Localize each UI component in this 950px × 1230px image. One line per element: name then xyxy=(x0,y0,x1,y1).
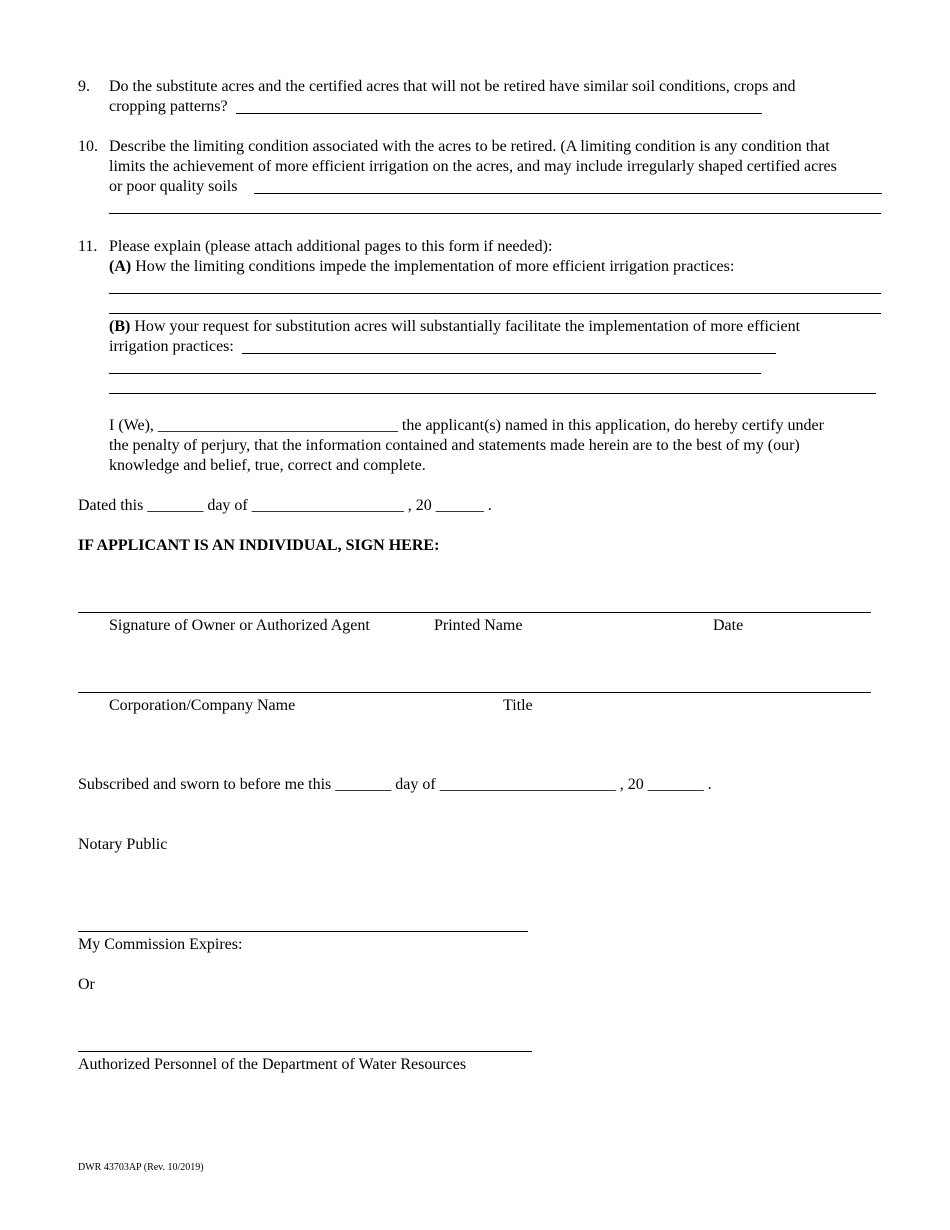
question-9-text-line1: Do the substitute acres and the certified acres that will not be retired have similar soil conditions, crops and xyxy=(109,78,796,95)
question-11a-body: How the limiting conditions impede the implementation of more efficient irrigation practices: xyxy=(131,258,735,275)
question-11b-answer-line-1[interactable] xyxy=(242,353,776,354)
question-11b-answer-line-3[interactable] xyxy=(109,393,876,394)
certification-line3: knowledge and belief, true, correct and complete. xyxy=(109,457,426,474)
question-11b-label: (B) xyxy=(109,318,131,335)
notary-signature-line[interactable] xyxy=(78,931,528,932)
dwr-personnel-label: Authorized Personnel of the Department of Water Resources xyxy=(78,1056,467,1073)
question-11-intro: Please explain (please attach additional pages to this form if needed): xyxy=(109,238,553,255)
question-10-answer-line-2[interactable] xyxy=(109,213,881,214)
company-title-line[interactable] xyxy=(78,692,871,693)
question-11-number: 11. xyxy=(78,238,98,255)
question-11b-body: How your request for substitution acres will substantially facilitate the implementation of more efficient xyxy=(130,318,801,335)
individual-sign-heading: IF APPLICANT IS AN INDIVIDUAL, SIGN HERE: xyxy=(78,537,440,554)
dwr-signature-line[interactable] xyxy=(78,1051,532,1052)
company-name-label: Corporation/Company Name xyxy=(109,697,296,714)
question-9-number: 9. xyxy=(78,78,90,95)
question-10-text-line1: Describe the limiting condition associated with the acres to be retired. (A limiting condition is any condition that xyxy=(109,138,830,155)
question-10-answer-line-1[interactable] xyxy=(254,193,882,194)
question-10-text-line3: or poor quality soils xyxy=(109,178,238,195)
or-label: Or xyxy=(78,976,95,993)
commission-expires-label: My Commission Expires: xyxy=(78,936,243,953)
question-11b-answer-line-2[interactable] xyxy=(109,373,761,374)
applicant-name-blank[interactable]: ______________________________ xyxy=(157,417,398,434)
question-11a-label: (A) xyxy=(109,258,132,275)
question-10-number: 10. xyxy=(78,138,98,155)
title-label: Title xyxy=(503,697,533,714)
question-11b-text xyxy=(109,317,800,337)
question-9-text-line2: cropping patterns? xyxy=(109,98,228,115)
sworn-line[interactable]: Subscribed and sworn to before me this _______ day of ______________________ , 20 _______ . xyxy=(78,776,712,793)
notary-public-label: Notary Public xyxy=(78,836,168,853)
question-10-text-line2: limits the achievement of more efficient irrigation on the acres, and may include irregularly shaped certified acres xyxy=(109,158,837,175)
question-11a-answer-line-2[interactable] xyxy=(109,313,881,314)
date-label: Date xyxy=(713,617,744,634)
question-9-answer-line[interactable] xyxy=(236,113,762,114)
certification-suffix: the applicant(s) named in this application, do hereby certify under xyxy=(397,417,824,434)
certification-line1 xyxy=(109,416,824,436)
printed-name-label: Printed Name xyxy=(434,617,523,634)
certification-line2: the penalty of perjury, that the information contained and statements made herein are to the best of my (our) xyxy=(109,437,800,454)
dated-line[interactable]: Dated this _______ day of ___________________ , 20 ______ . xyxy=(78,497,492,514)
question-11b-text-line2: irrigation practices: xyxy=(109,338,234,355)
certification-prefix: I (We), xyxy=(109,417,158,434)
question-11a-answer-line-1[interactable] xyxy=(109,293,881,294)
form-id-footer: DWR 43703AP (Rev. 10/2019) xyxy=(78,1162,204,1173)
signature-label: Signature of Owner or Authorized Agent xyxy=(109,617,370,634)
signature-line[interactable] xyxy=(78,612,871,613)
question-11a-text xyxy=(109,257,734,277)
